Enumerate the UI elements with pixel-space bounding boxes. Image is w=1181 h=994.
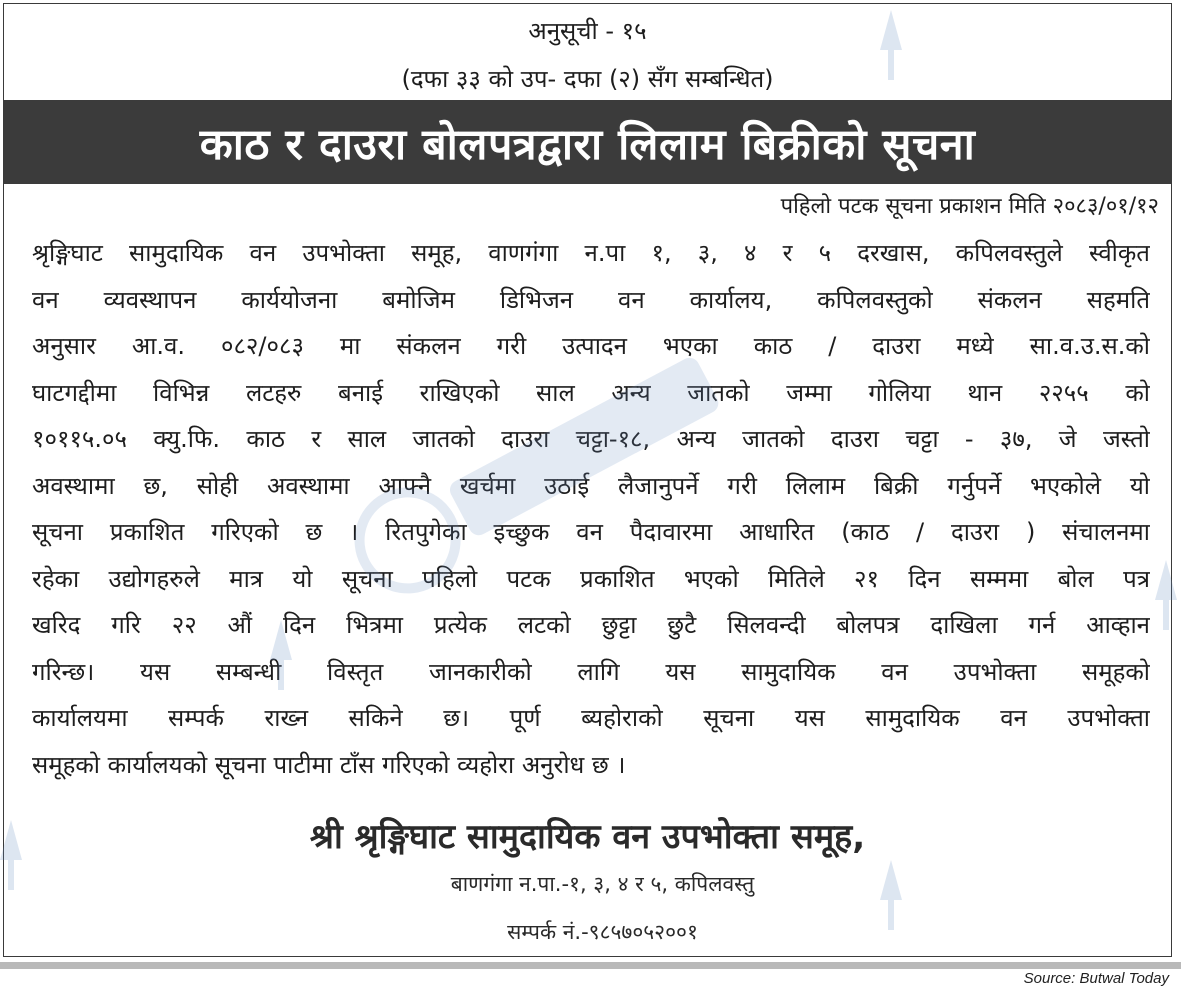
body-text-line: समूहको कार्यालयको सूचना पाटीमा टाँस गरिएको व्यहोरा अनुरोध छ ।	[32, 750, 626, 779]
body-text-line: गरिन्छ। यस सम्बन्धी विस्तृत जानकारीको लागि यस सामुदायिक वन उपभोक्ता समूहको	[32, 657, 1150, 686]
body-text-line: श्रृङ्गिघाट सामुदायिक वन उपभोक्ता समूह, वाणगंगा न.पा १, ३, ४ र ५ दरखास, कपिलवस्तुले स्वीकृत	[32, 239, 1150, 267]
signatory-address: बाणगंगा न.पा.-१, ३, ४ र ५, कपिलवस्तु	[450, 872, 755, 896]
notice-frame	[3, 3, 1172, 957]
body-text-line: रहेका उद्योगहरुले मात्र यो सूचना पहिलो पटक प्रकाशित भएको मितिले २१ दिन सम्ममा बोल पत्र	[32, 564, 1150, 593]
schedule-title: अनुसूची - १५	[528, 17, 647, 45]
body-text-line: सूचना प्रकाशित गरिएको छ । रितपुगेका इच्छुक वन पैदावारमा आधारित (काठ / दाउरा ) संचालनमा	[32, 518, 1150, 546]
body-text-line: कार्यालयमा सम्पर्क राख्न सकिने छ। पूर्ण ब्यहोराको सूचना यस सामुदायिक वन उपभोक्ता	[32, 704, 1150, 732]
body-text-line: वन व्यवस्थापन कार्ययोजना बमोजिम डिभिजन वन कार्यालय, कपिलवस्तुको संकलन सहमति	[32, 285, 1150, 314]
headline-banner	[4, 100, 1171, 184]
signatory-contact: सम्पर्क नं.-९८५७०५२००१	[507, 920, 698, 944]
body-text-line: १०११५.०५ क्यु.फि. काठ र साल जातको दाउरा चट्टा-१८, अन्य जातको दाउरा चट्टा - ३७, जे जस्तो	[32, 425, 1150, 453]
body-text-line: खरिद गरि २२ औं दिन भित्रमा प्रत्येक लटको छुट्टा छुटै सिलवन्दी बोलपत्र दाखिला गर्न आव्हान	[32, 611, 1150, 639]
notice-body	[32, 230, 1150, 788]
notice-headline: काठ र दाउरा बोलपत्रद्वारा लिलाम बिक्रीको सूचना	[199, 119, 976, 170]
signatory-name: श्री श्रृङ्गिघाट सामुदायिक वन उपभोक्ता समूह,	[309, 817, 866, 857]
source-credit: Source: Butwal Today	[1023, 970, 1169, 987]
body-text-line: अवस्थामा छ, सोही अवस्थामा आफ्नै खर्चमा उठाई लैजानुपर्ने गरी लिलाम बिक्री गर्नुपर्ने भएकोले यो	[32, 471, 1150, 500]
bottom-divider	[0, 962, 1181, 969]
schedule-reference: (दफा ३३ को उप- दफा (२) सँग सम्बन्धित)	[401, 65, 774, 93]
body-text-line: अनुसार आ.व. ०८२/०८३ मा संकलन गरी उत्पादन भएका काठ / दाउरा मध्ये सा.व.उ.स.को	[32, 332, 1150, 360]
publish-date: पहिलो पटक सूचना प्रकाशन मिति २०८३/०१/१२	[780, 194, 1159, 219]
body-text-line: घाटगद्दीमा विभिन्न लटहरु बनाई राखिएको साल अन्य जातको जम्मा गोलिया थान २२५५ को	[32, 378, 1150, 407]
